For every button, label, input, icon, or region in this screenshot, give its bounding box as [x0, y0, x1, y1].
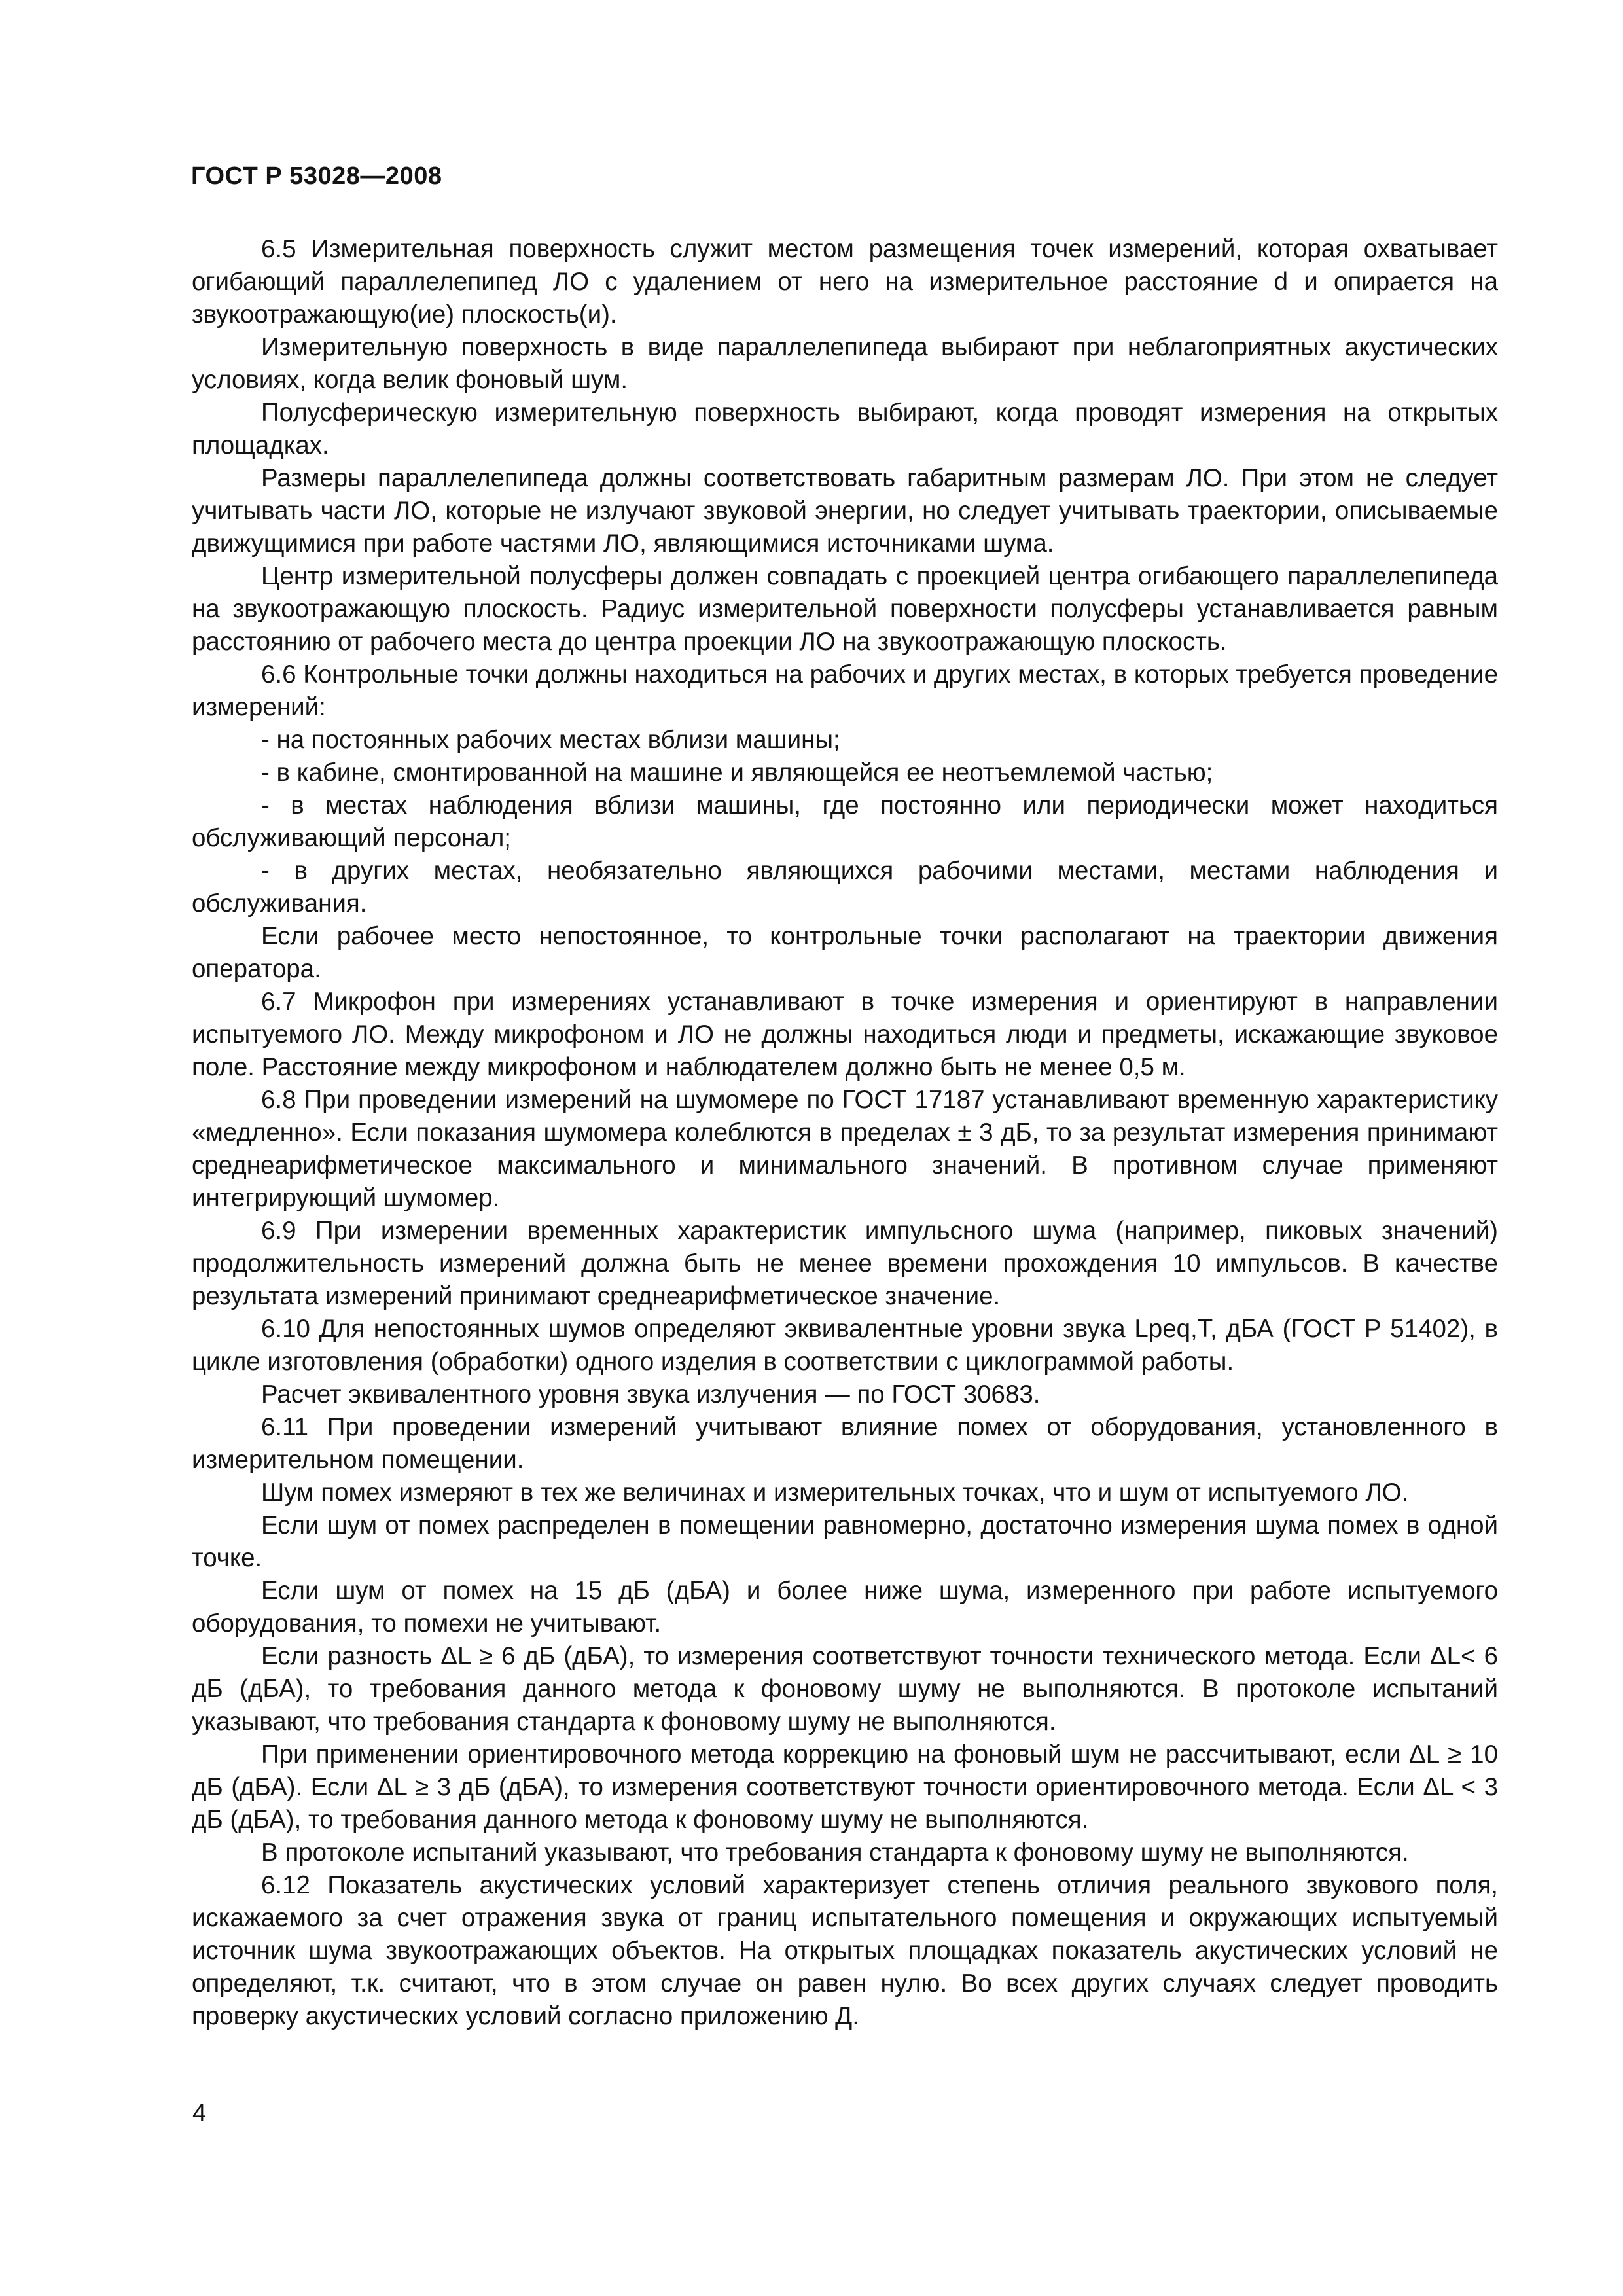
paragraph: При применении ориентировочного метода коррекцию на фоновый шум не рассчитывают, если ΔL ≥ 10 дБ (дБА). Если ΔL ≥ 3 дБ (дБА), то измерения соответствуют точности ориентировочного метода. Если ΔL < 3 дБ (дБА), то требования данного метода к фоновому шуму не выполняются. [192, 1740, 1498, 1834]
paragraph: В протоколе испытаний указывают, что требования стандарта к фоновому шуму не выполняются. [261, 1839, 1409, 1867]
list-item: - в кабине, смонтированной на машине и являющейся ее неотъемлемой частью; [261, 759, 1213, 787]
paragraph-6-6: 6.6 Контрольные точки должны находиться на рабочих и других местах, в которых требуется проведение измерений: [192, 660, 1498, 721]
paragraph-6-12: 6.12 Показатель акустических условий характеризует степень отличия реального звукового поля, искажаемого за счет отражения звука от границ испытательного помещения и окружающих испытуемый источник шума звукоотражающих объектов. На открытых площадках показатель акустических условий не определяют, т.к. считают, что в этом случае он равен нулю. Во всех других случаях следует проводить проверку акустических условий согласно приложению Д. [192, 1871, 1498, 2030]
paragraph: Если разность ΔL ≥ 6 дБ (дБА), то измерения соответствуют точности технического метода. Если ΔL< 6 дБ (дБА), то требования данного метода к фоновому шуму не выполняются. В протоколе испытаний указывают, что требования стандарта к фоновому шуму не выполняются. [192, 1642, 1498, 1736]
list-item: - на постоянных рабочих местах вблизи машины; [261, 726, 840, 754]
paragraph: Измерительную поверхность в виде параллелепипеда выбирают при неблагоприятных акустических условиях, когда велик фоновый шум. [192, 333, 1498, 394]
list-item: - в местах наблюдения вблизи машины, где постоянно или периодически может находиться обслуживающий персонал; [192, 791, 1498, 852]
document-body [192, 233, 1498, 2033]
paragraph: Расчет эквивалентного уровня звука излучения — по ГОСТ 30683. [261, 1380, 1041, 1408]
paragraph-6-11: 6.11 При проведении измерений учитывают влияние помех от оборудования, установленного в измерительном помещении. [192, 1413, 1498, 1474]
paragraph: Центр измерительной полусферы должен совпадать с проекцией центра огибающего параллелепипеда на звукоотражающую плоскость. Радиус измерительной поверхности полусферы устанавливается равным расстоянию от рабочего места до центра проекции ЛО на звукоотражающую плоскость. [192, 562, 1498, 656]
paragraph: Если рабочее место непостоянное, то контрольные точки располагают на траектории движения оператора. [192, 922, 1498, 983]
paragraph-6-9: 6.9 При измерении временных характеристик импульсного шума (например, пиковых значений) продолжительность измерений должна быть не менее времени прохождения 10 импульсов. В качестве результата измерений принимают среднеарифметическое значение. [192, 1217, 1498, 1310]
page-number: 4 [192, 2100, 207, 2127]
paragraph: Если шум от помех распределен в помещении равномерно, достаточно измерения шума помех в одной точке. [192, 1511, 1498, 1572]
paragraph: Размеры параллелепипеда должны соответствовать габаритным размерам ЛО. При этом не следует учитывать части ЛО, которые не излучают звуковой энергии, но следует учитывать траектории, описываемые движущимися при работе частями ЛО, являющимися источниками шума. [192, 464, 1498, 558]
document-code-header: ГОСТ Р 53028—2008 [191, 162, 442, 190]
paragraph: Если шум от помех на 15 дБ (дБА) и более ниже шума, измеренного при работе испытуемого оборудования, то помехи не учитывают. [192, 1577, 1498, 1638]
paragraph-6-7: 6.7 Микрофон при измерениях устанавливают в точке измерения и ориентируют в направлении испытуемого ЛО. Между микрофоном и ЛО не должны находиться люди и предметы, искажающие звуковое поле. Расстояние между микрофоном и наблюдателем должно быть не менее 0,5 м. [192, 988, 1498, 1081]
paragraph-6-10: 6.10 Для непостоянных шумов определяют эквивалентные уровни звука Lpeq,T, дБА (ГОСТ Р 51402), в цикле изготовления (обработки) одного изделия в соответствии с циклограммой работы. [192, 1315, 1498, 1376]
paragraph: Шум помех измеряют в тех же величинах и измерительных точках, что и шум от испытуемого ЛО. [261, 1479, 1409, 1507]
paragraph-6-8: 6.8 При проведении измерений на шумомере по ГОСТ 17187 устанавливают временную характеристику «медленно». Если показания шумомера колеблются в пределах ± 3 дБ, то за результат измерения принимают среднеарифметическое максимального и минимального значений. В противном случае применяют интегрирующий шумомер. [192, 1086, 1498, 1212]
paragraph: Полусферическую измерительную поверхность выбирают, когда проводят измерения на открытых площадках. [192, 399, 1498, 459]
paragraph-6-5: 6.5 Измерительная поверхность служит местом размещения точек измерений, которая охватывает огибающий параллелепипед ЛО с удалением от него на измерительное расстояние d и опирается на звукоотражающую(ие) плоскость(и). [192, 235, 1498, 329]
list-item: - в других местах, необязательно являющихся рабочими местами, местами наблюдения и обслуживания. [192, 857, 1498, 918]
